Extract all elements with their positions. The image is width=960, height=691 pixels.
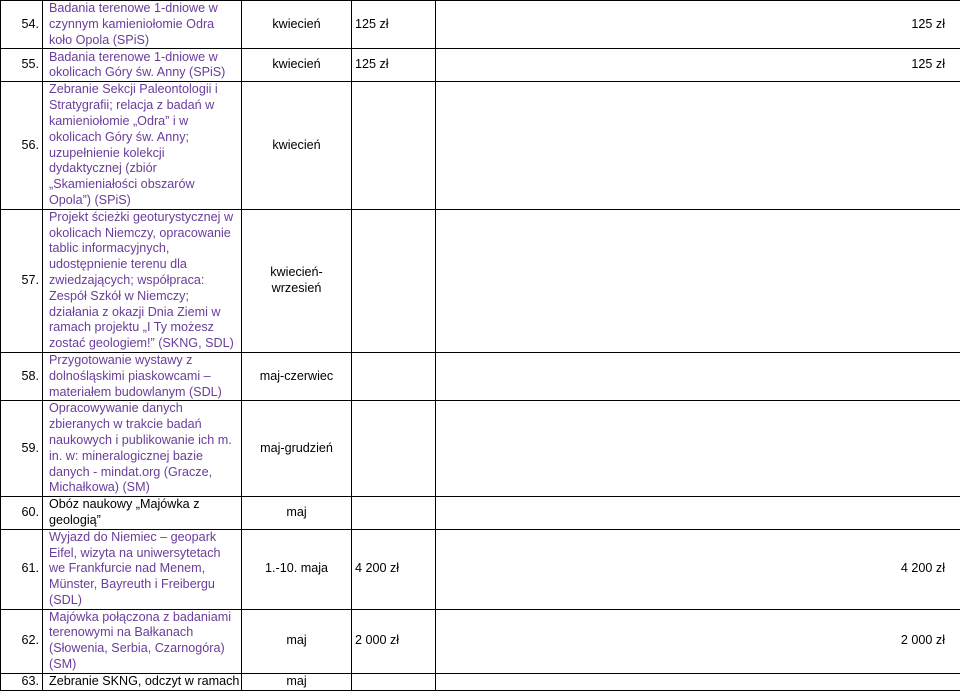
activity-total (436, 209, 960, 352)
table-row (1, 1, 960, 49)
activity-description: Majówka połączona z badaniami terenowymi na Bałkanach (Słowenia, Serbia, Czarnogóra) (SM) (43, 609, 242, 673)
activity-description: Przygotowanie wystawy z dolnośląskimi piaskowcami – materiałem budowlanym (SDL) (43, 352, 242, 400)
activity-description: Badania terenowe 1-dniowe w czynnym kamieniołomie Odra koło Opola (SPiS) (43, 1, 242, 49)
row-number: 55. (1, 49, 43, 82)
table-row (1, 209, 960, 352)
table-row (1, 82, 960, 209)
activity-date: maj (242, 497, 352, 530)
row-number: 62. (1, 609, 43, 673)
activity-cost (352, 673, 436, 690)
activity-cost (352, 352, 436, 400)
table-row (1, 401, 960, 497)
table-row (1, 529, 960, 609)
activity-total (436, 82, 960, 209)
activity-cost: 125 zł (352, 49, 436, 82)
activity-cost (352, 497, 436, 530)
row-number: 58. (1, 352, 43, 400)
activity-description: Zebranie SKNG, odczyt w ramach (43, 673, 242, 690)
table-row (1, 673, 960, 690)
activity-date: maj-grudzień (242, 401, 352, 497)
activity-cost (352, 401, 436, 497)
row-number: 59. (1, 401, 43, 497)
activity-date: kwiecień (242, 49, 352, 82)
activity-description: Opracowywanie danych zbieranych w trakcie badań naukowych i publikowanie ich m. in. w: mineralogicznej bazie danych - mindat.org (Gracze, Michałkowa) (SM) (43, 401, 242, 497)
activity-description: Zebranie Sekcji Paleontologii i Stratygrafii; relacja z badań w kamieniołomie „Odra” i w okolicach Góry św. Anny; uzupełnienie kolekcji dydaktycznej (zbiór „Skamieniałości obszarów Opola”) (SPiS) (43, 82, 242, 209)
activity-description: Projekt ścieżki geoturystycznej w okolicach Niemczy, opracowanie tablic informacyjnych, udostępnienie terenu dla zwiedzających; współpraca: Zespół Szkół w Niemczy; działania z okazji Dnia Ziemi w ramach projektu „I Ty możesz zostać geologiem!” (SKNG, SDL) (43, 209, 242, 352)
activity-total: 125 zł (436, 1, 960, 49)
activity-date: maj-czerwiec (242, 352, 352, 400)
table-row (1, 497, 960, 530)
activity-total (436, 352, 960, 400)
activity-cost (352, 209, 436, 352)
activity-cost (352, 82, 436, 209)
row-number: 61. (1, 529, 43, 609)
activity-date: kwiecień (242, 82, 352, 209)
activity-total: 4 200 zł (436, 529, 960, 609)
activity-date: maj (242, 673, 352, 690)
activity-total: 125 zł (436, 49, 960, 82)
activity-total (436, 673, 960, 690)
row-number: 56. (1, 82, 43, 209)
activity-cost: 4 200 zł (352, 529, 436, 609)
activity-total (436, 497, 960, 530)
row-number: 60. (1, 497, 43, 530)
activity-date: kwiecień (242, 1, 352, 49)
row-number: 63. (1, 673, 43, 690)
activity-cost: 125 zł (352, 1, 436, 49)
activity-description: Obóz naukowy „Majówka z geologią” (43, 497, 242, 530)
activity-date: kwiecień-wrzesień (242, 209, 352, 352)
activity-date: 1.-10. maja (242, 529, 352, 609)
table-row (1, 609, 960, 673)
row-number: 54. (1, 1, 43, 49)
activity-total (436, 401, 960, 497)
table-row (1, 49, 960, 82)
activity-description: Wyjazd do Niemiec – geopark Eifel, wizyta na uniwersytetach we Frankfurcie nad Menem, Münster, Bayreuth i Freibergu (SDL) (43, 529, 242, 609)
row-number: 57. (1, 209, 43, 352)
activity-total: 2 000 zł (436, 609, 960, 673)
activity-description: Badania terenowe 1-dniowe w okolicach Góry św. Anny (SPiS) (43, 49, 242, 82)
table-row (1, 352, 960, 400)
activity-date: maj (242, 609, 352, 673)
activity-cost: 2 000 zł (352, 609, 436, 673)
